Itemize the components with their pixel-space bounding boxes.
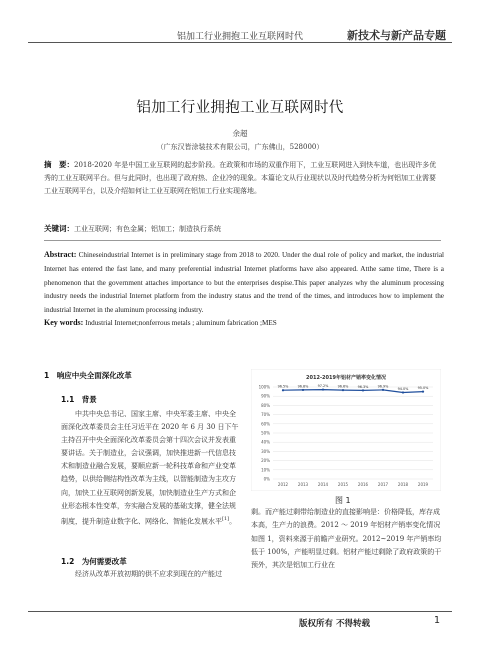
y-tick-label: 40%	[261, 439, 270, 445]
running-header-section: 新技术与新产品专题	[347, 29, 446, 42]
data-label: 96.8%	[297, 384, 309, 389]
section-1-1-heading: 1.1 背景	[61, 395, 97, 404]
x-tick-label: 2017	[377, 482, 389, 487]
article-title: 铝加工行业拥抱工业互联网时代	[136, 100, 344, 116]
header-rule	[28, 42, 452, 43]
section-1-1-body	[61, 408, 241, 528]
y-tick-label: 80%	[261, 402, 270, 408]
data-point	[302, 389, 304, 391]
x-tick-label: 2018	[397, 482, 409, 487]
section-1-heading: 1 响应中央全面深化改革	[44, 371, 132, 380]
data-point	[342, 389, 344, 391]
x-tick-label: 2014	[317, 482, 329, 487]
data-label: 96.9%	[377, 384, 389, 389]
data-point	[282, 389, 284, 391]
section-1-1-text: 中共中央总书记、国家主席、中央军委主席、中央全面深化改革委员会主任习近平在 2020 年 6 月 30 日下午主持召开中央全面深化改革委员会第十四次会议并发表重要讲话。关于制造业，会议强调，加快推进新一代信息技术和制造业融合发展，要顺应新一轮科技革命和产业变革趋势，以供给侧结构性改革为主线，以智能制造为主攻方向，加快工业互联网创新发展，加快制造业生产方式和企业形态根本性变革，夯实融合发展的基础支撑，健全法规制度，提升制造业数字化、网络化、智能化发展水平	[61, 410, 239, 526]
data-point	[322, 388, 324, 390]
keywords-en	[44, 318, 442, 327]
y-tick-label: 60%	[261, 421, 270, 427]
data-label: 96.3%	[357, 384, 369, 389]
y-tick-label: 50%	[261, 430, 270, 436]
section-1-2-body	[61, 568, 241, 581]
chart-title: 2012-2019年铝材产销率变化情况	[306, 375, 386, 381]
data-point	[422, 391, 424, 393]
keywords-cn-text: 工业互联网；有色金属；铝加工；制造执行系统	[74, 225, 221, 233]
data-label: 95.0%	[417, 386, 429, 391]
y-tick-label: 20%	[261, 458, 270, 464]
chart-svg	[251, 369, 441, 491]
keywords-cn-label: 关键词：	[44, 224, 74, 233]
abstract-en	[44, 248, 444, 318]
x-tick-label: 2019	[417, 482, 429, 487]
keywords-cn	[44, 223, 442, 234]
y-tick-label: 100%	[258, 384, 270, 390]
abstract-cn	[44, 158, 442, 198]
keywords-en-text: Industrial Internet;nonferrous metals ; aluminum fabrication ;MES	[85, 319, 277, 327]
y-tick-label: 70%	[261, 412, 270, 418]
section-1-1-end: 。	[229, 517, 237, 526]
data-point	[402, 391, 404, 393]
affiliation: （广东汉皆涂装技术有限公司，广东佛山，528000）	[156, 143, 324, 151]
page-number: 1	[433, 615, 440, 626]
abstract-cn-text: 2018-2020 年是中国工业互联网的起步阶段。在政策和市场的双重作用下，工业互联网进入到快车道，也出现许多优秀的工业互联网平台。但与此同时，也出现了政府热、企业冷的现象。本篇论文从行业现状以及时代趋势分析为何铝加工业需要工业互联网平台，以及介绍如何让工业互联网在铝加工行业实现落地。	[44, 161, 437, 195]
data-point	[362, 389, 364, 391]
section-1-2-text: 经济从改革开放初期的供不应求到现在的产能过	[75, 570, 222, 578]
abstract-en-label: Abstract:	[44, 250, 77, 259]
x-tick-label: 2013	[297, 482, 309, 487]
figure-1-chart	[251, 369, 441, 491]
data-label: 96.5%	[277, 384, 289, 389]
figure-caption: 图 1	[335, 496, 351, 505]
footer-rule	[28, 611, 452, 612]
running-header-title: 铝加工行业拥抱工业互联网时代	[176, 32, 303, 42]
y-tick-label: 10%	[261, 467, 270, 473]
x-tick-label: 2016	[357, 482, 369, 487]
abstract-en-text: Chineseindustrial Internet is in preliminary stage from 2018 to 2020. Under the dual role of policy and market, the industrial Internet has entered the fast lane, and many preferential industrial Internet platforms have also appeared. Atthe same time, There is a phenomenon that the government attaches importance to but the enterprises despise.This paper analyzes why the aluminum processing industry needs the industrial Internet platform from the industry status and the trend of the times, and introduces how to implement the industrial Internet in the aluminum processing industry.	[44, 251, 445, 315]
abstract-divider	[44, 240, 441, 241]
y-tick-label: 90%	[261, 393, 270, 399]
data-label: 94.0%	[397, 387, 409, 392]
data-label: 96.6%	[337, 384, 349, 389]
y-tick-label: 30%	[261, 448, 270, 454]
copyright-notice: 版权所有 不得转载	[299, 619, 370, 629]
section-1-2-heading: 1.2 为何需要改革	[61, 557, 127, 566]
x-tick-label: 2015	[337, 482, 349, 487]
author: 余超	[232, 129, 248, 138]
abstract-cn-label: 摘 要：	[44, 160, 74, 169]
y-tick-label: 0%	[263, 476, 270, 482]
citation-ref: [1]	[222, 515, 230, 522]
right-column-body: 剩。而产能过剩带给制造业的直接影响是：价格降低，库存成本高，生产力的浪费。2012 ～ 2019 年铝材产销率变化情况如图 1，资料来源于前瞻产业研究。2012~2019 年产销率均低于 100%，产能明显过剩。铝材产能过剩除了政府政策的干预外，其次是铝加工行业在	[251, 508, 442, 570]
data-point	[382, 389, 384, 391]
x-tick-label: 2012	[277, 482, 289, 487]
data-label: 97.2%	[317, 384, 329, 389]
keywords-en-label: Key words:	[44, 318, 84, 327]
